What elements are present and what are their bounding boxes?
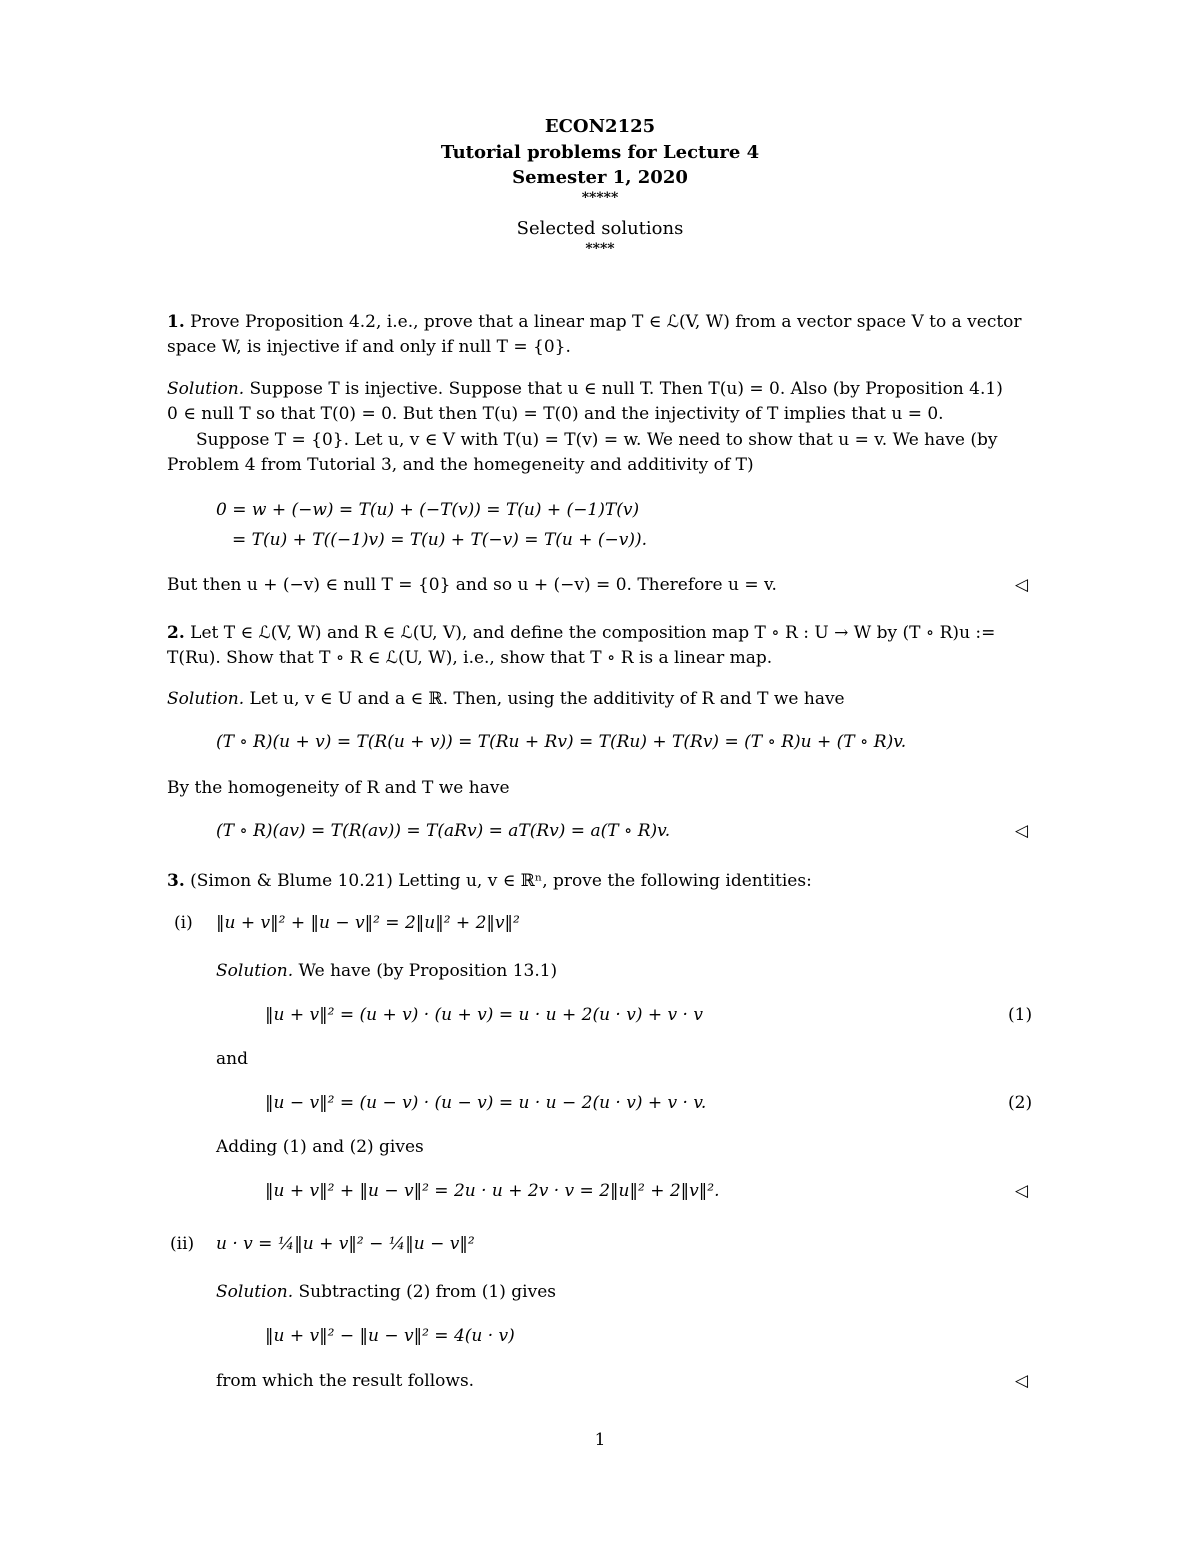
problem-1-statement-line-1: 1. Prove Proposition 4.2, i.e., prove that a linear map T ∈ ℒ(V, W) from a vector space V to a vector bbox=[167, 312, 1022, 332]
equation-1: ‖u + v‖² = (u + v) · (u + v) = u · u + 2(u · v) + v · v bbox=[265, 1005, 703, 1025]
problem-2-statement-line-2: T(Ru). Show that T ∘ R ∈ ℒ(U, W), i.e., show that T ∘ R is a linear map. bbox=[167, 648, 773, 668]
solution-label: Solution. bbox=[167, 689, 245, 709]
part-i-solution-intro: Solution. We have (by Proposition 13.1) bbox=[216, 961, 558, 981]
problem-1-equation-line-2: = T(u) + T((−1)v) = T(u) + T(−v) = T(u + (−v)). bbox=[232, 530, 648, 550]
part-ii-label: (ii) bbox=[170, 1234, 195, 1254]
problem-number: 3. bbox=[167, 871, 185, 891]
problem-2-equation-homogeneity: (T ∘ R)(av) = T(R(av)) = T(aRv) = aT(Rv) = a(T ∘ R)v. bbox=[216, 821, 671, 841]
problem-2-homogeneity-text: By the homogeneity of R and T we have bbox=[167, 778, 510, 798]
equation-sum: ‖u + v‖² + ‖u − v‖² = 2u · u + 2v · v = 2‖u‖² + 2‖v‖². bbox=[265, 1181, 720, 1201]
document-subtitle: Tutorial problems for Lecture 4 bbox=[440, 142, 760, 163]
problem-2-solution-line-1: Solution. Let u, v ∈ U and a ∈ ℝ. Then, using the additivity of R and T we have bbox=[167, 689, 845, 709]
part-ii-solution-intro: Solution. Subtracting (2) from (1) gives bbox=[216, 1282, 556, 1302]
and-connector: and bbox=[216, 1049, 248, 1069]
stars-divider-2: **** bbox=[585, 241, 615, 257]
semester: Semester 1, 2020 bbox=[512, 167, 688, 188]
problem-number: 1. bbox=[167, 312, 185, 332]
problem-1-solution-line-3: Suppose T = {0}. Let u, v ∈ V with T(u) = T(v) = w. We need to show that u = v. We have (by bbox=[196, 430, 998, 450]
problem-1-solution-line-1: Solution. Suppose T is injective. Suppose that u ∈ null T. Then T(u) = 0. Also (by Proposition 4.1) bbox=[167, 379, 1003, 399]
problem-2-equation-additivity: (T ∘ R)(u + v) = T(R(u + v)) = T(Ru + Rv) = T(Ru) + T(Rv) = (T ∘ R)u + (T ∘ R)v. bbox=[216, 732, 907, 752]
problem-number: 2. bbox=[167, 623, 185, 643]
problem-1-equation-line-1: 0 = w + (−w) = T(u) + (−T(v)) = T(u) + (−1)T(v) bbox=[216, 500, 640, 520]
problem-3-statement: 3. (Simon & Blume 10.21) Letting u, v ∈ ℝⁿ, prove the following identities: bbox=[167, 871, 812, 891]
solution-label: Solution. bbox=[167, 379, 245, 399]
part-i-label: (i) bbox=[174, 913, 193, 933]
equation-difference: ‖u + v‖² − ‖u − v‖² = 4(u · v) bbox=[265, 1326, 515, 1346]
equation-2-number: (2) bbox=[1008, 1093, 1033, 1113]
solution-label: Solution. bbox=[216, 961, 294, 981]
page-number: 1 bbox=[594, 1430, 606, 1450]
solution-label: Solution. bbox=[216, 1282, 294, 1302]
problem-2-statement-line-1: 2. Let T ∈ ℒ(V, W) and R ∈ ℒ(U, V), and define the composition map T ∘ R : U → W by (T ∘ R)u := bbox=[167, 623, 996, 643]
qed-symbol: ◁ bbox=[1015, 1181, 1029, 1201]
qed-symbol: ◁ bbox=[1015, 821, 1029, 841]
equation-1-number: (1) bbox=[1008, 1005, 1033, 1025]
selected-solutions-heading: Selected solutions bbox=[516, 218, 684, 239]
problem-1-statement-line-2: space W, is injective if and only if null T = {0}. bbox=[167, 337, 571, 357]
part-ii-statement: u · v = ¼‖u + v‖² − ¼‖u − v‖² bbox=[216, 1234, 475, 1254]
conclusion-text: from which the result follows. bbox=[216, 1371, 475, 1391]
course-code: ECON2125 bbox=[544, 116, 656, 137]
equation-2: ‖u − v‖² = (u − v) · (u − v) = u · u − 2(u · v) + v · v. bbox=[265, 1093, 707, 1113]
problem-1-solution-line-2: 0 ∈ null T so that T(0) = 0. But then T(u) = T(0) and the injectivity of T implies that u = 0. bbox=[167, 404, 944, 424]
qed-symbol: ◁ bbox=[1015, 575, 1029, 595]
problem-1-solution-line-4: Problem 4 from Tutorial 3, and the homegeneity and additivity of T) bbox=[167, 455, 754, 475]
qed-symbol: ◁ bbox=[1015, 1371, 1029, 1391]
adding-text: Adding (1) and (2) gives bbox=[216, 1137, 424, 1157]
stars-divider: ***** bbox=[581, 190, 619, 206]
problem-1-conclusion: But then u + (−v) ∈ null T = {0} and so u + (−v) = 0. Therefore u = v. bbox=[167, 575, 777, 595]
part-i-statement: ‖u + v‖² + ‖u − v‖² = 2‖u‖² + 2‖v‖² bbox=[216, 913, 520, 933]
